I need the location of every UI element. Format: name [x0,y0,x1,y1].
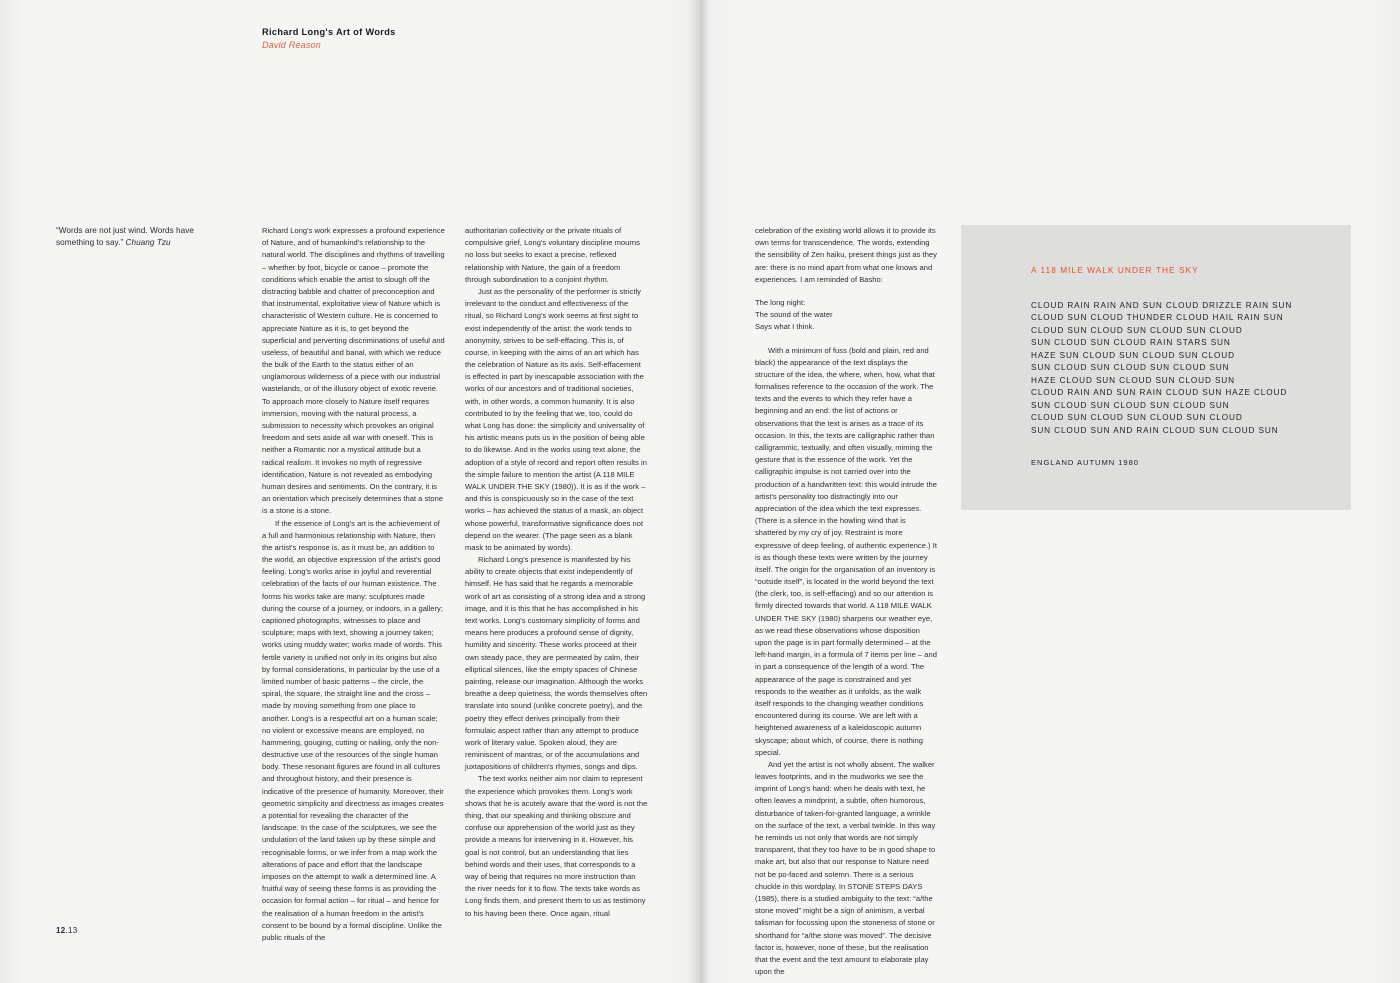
artwork-title: A 118 MILE WALK UNDER THE SKY [1031,265,1199,275]
artwork-lines [1031,300,1343,437]
paragraph: And yet the artist is not wholly absent. The walker leaves footprints, and in the mudworks we see the imprint of Long's hand: when he deals with text, he often leaves a mindprint, a subtle, often humorous, disturbance of taken-for-granted language, a wrinkle on the surface of the text, a verbal twinkle. In this way he reminds us not only that words are not simply transparent, that they too have to be in good shape to make art, but also that our response to Nature need not be po-faced and solemn. There is a serious chuckle in this wordplay. In STONE STEPS DAYS (1985), there is a studied ambiguity to the text: “a/the stone moved” might be a sign of animism, a verbal talisman for focussing upon the stoneness of stone or shorthand for “a/the stone was moved”. The decisive factor is, however, none of these, but the realisation that the event and the text amount to elaborate play upon the [755,759,936,977]
paragraph: Richard Long's work expresses a profound experience of Nature, and of humankind's relationship to the natural world. The disciplines and rhythms of travelling – whether by foot, bicycle or canoe – promote the conditions which enable the artist to slough off the distracting babble and chatter of preconception and that instrumental, exploitative view of Nature which is characteristic of Western culture. He is concerned to appreciate Nature as it is, to get beyond the superficial and perverting discriminations of useful and useless, of beautiful and banal, with which we reduce the bulk of the Earth to the status either of an unglamorous wilderness of a piece with our industrial wastelands, or of the illusory object of exotic reverie. To approach more closely to Nature itself requires immersion, moving with the natural process, a submission to necessity which provokes an original freedom and sets aside all war with oneself. This is neither a Romantic nor a mystical attitude but a radical realism. It invokes no myth of regressive identification, Nature is not revealed as embodying human desires and sentiments. On the contrary, it is an orientation which precisely determines that a stone is a stone is a stone. [262,226,445,516]
artwork-line: SUN CLOUD SUN CLOUD SUN CLOUD SUN [1031,363,1230,373]
artwork-line: SUN CLOUD SUN CLOUD SUN CLOUD SUN [1031,400,1230,410]
artwork-line: HAZE SUN CLOUD SUN CLOUD SUN CLOUD [1031,350,1235,360]
artwork-inner [1031,264,1343,467]
folio [56,926,78,935]
haiku-line: The sound of the water [755,310,833,320]
haiku-line: Says what I think. [755,322,815,332]
body-column-2 [465,225,648,920]
folio-separator: . [65,926,69,935]
paragraph: With a minimum of fuss (bold and plain, red and black) the appearance of the text displays the structure of the idea, the where, when, how, what that formalises reference to the occasion of the work. The texts and the events to which they refer have a beginning and an end: the list of actions or observations that the text is arises as a trace of its occasion. In this, the texts are calligraphic rather than calligrammic, textually, and often visually, miming the gesture that is the essence of the work. Yet the calligraphic impulse is not carried over into the production of a handwritten text: this would intrude the artist's personality too distractingly into our appreciation of the idea which the text expresses. (There is a silence in the howling wind that is shattered by my cry of joy. Restraint is more expressive of deep feeling, of authentic experience.) It is as though these texts were written by the journey itself. The origin for the organisation of an inventory is “outside itself”, is located in the world beyond the text (the clerk, too, is self-effacing) and so our attention is firmly directed towards that world. A 118 MILE WALK UNDER THE SKY (1980) sharpens our weather eye, as we read these observations whose disposition upon the page is in part formally determined – at the left-hand margin, in a formula of 7 items per line – and in part a consequence of the length of a word. The appearance of the page is constrained and yet responds to the weather as it unfolds, as the walk itself responds to the changing weather conditions encountered during its course. We are left with a heightened awareness of a kaleidoscopic autumn skyscape; about which, of course, there is nothing special. [755,345,937,757]
paragraph: authoritarian collectivity or the private rituals of compulsive grief, Long's voluntary discipline mourns no loss but seeks to exact a precise, reflexed relationship with Nature, the gain of a freedom through subordination to a conjoint rhythm. [465,226,640,284]
body-column-1 [262,225,445,944]
epigraph-quote: “Words are not just wind. Words have something to say.” [56,226,195,248]
paragraph: Just as the personality of the performer is strictly irrelevant to the conduct and effectiveness of the ritual, so Richard Long's work seems at first sight to exist independently of the artist: the work tends to anonymity, strives to be self-effacing. This is, of course, in keeping with the aims of an art which has the celebration of Nature as its axis. Self-effacement is effected in part by inescapable association with the works of our ancestors and of traditional societies, with, in other words, a common humanity. It is also contributed to by the feeling that we, too, could do what Long has done: the simplicity and universality of his artistic means puts us in the position of being able to do likewise. And in the works using text alone, the adoption of a style of record and report often results in the simple failure to mention the artist (A 118 MILE WALK UNDER THE SKY (1980)). It is as if the work – and this is conspicuously so in the case of the text works – has achieved the status of a mask, an object whose powerful, transformative significance does not depend on the wearer. (The page seen as a blank mask to be animated by words). [465,286,647,552]
paragraph: If the essence of Long's art is the achievement of a full and harmonious relationship with Nature, then the artist's response is, as it must be, an addition to the world, an objective expression of the artist's good feeling. Long's works arise in joyful and reverential celebration of the facts of our human existence. The forms his works take are many: sculptures made during the course of a journey, or indoors, in a gallery; captioned photographs, witnesses to place and sculpture; maps with text, showing a journey taken; works using muddy water; works made of words. This fertile variety is unified not only in its origins but also by formal considerations, in particular by the use of a limited number of basic patterns – the circle, the spiral, the square, the straight line and the cross – made by moving something from one place to another. Long's is a respectful art on a human scale; no violent or excessive means are employed, no hammering, gouging, cutting or nailing, only the non-destructive use of the resources of the single human body. These resonant figures are found in all cultures and throughout history, and their presence is indicative of the presence of humanity. Moreover, their geometric simplicity and directness as images creates a potential for revealing the character of the landscape. In the case of the sculptures, we see the undulation of the land taken up by these simple and recognisable forms, or we infer from a map work the alterations of pace and effort that the landscape imposes on the attempt to walk a determined line. A fruitful way of seeing these forms is as providing the occasion for formal action – for ritual – and hence for the realisation of a human freedom in the artist's consent to be bound by a formal discipline. Unlike the public rituals of the [262,518,444,942]
artwork-line: SUN CLOUD SUN CLOUD RAIN STARS SUN [1031,338,1231,348]
artwork-panel [961,225,1351,510]
epigraph [56,225,226,249]
paragraph: Richard Long's presence is manifested by his ability to create objects that exist independently of himself. He has said that he regards a memorable work of art as consisting of a strong idea and a strong image, and it is this that he has accomplished in his text works. Long's customary simplicity of forms and means here produces a profound sense of dignity, humility and sincerity. These works proceed at their own steady pace, they are permeated by calm, their elliptical silences, like the empty spaces of Chinese painting, release our imagination. Although the works breathe a deep quietness, the words themselves often translate into sound (unlike concrete poetry), and the poetry they effect derives principally from their formulaic aspect rather than any attempt to produce work of literary value. Spoken aloud, they are reminiscent of mantras, or of the accumulations and juxtapositions of children's rhymes, songs and dips. [465,555,648,772]
paragraph: celebration of the existing world allows it to provide its own terms for transcendence. The words, extending the sensibility of Zen haiku, present things just as they are: there is no mind apart from what one knows and experiences. I am reminded of Basho: [755,226,937,284]
page-title: Richard Long's Art of Words [262,27,396,37]
article-author: David Reason [262,40,321,50]
artwork-line: CLOUD RAIN RAIN AND SUN CLOUD DRIZZLE RAIN SUN [1031,301,1293,310]
epigraph-attribution: Chuang Tzu [125,238,171,248]
artwork-line: CLOUD SUN CLOUD SUN CLOUD SUN CLOUD [1031,325,1243,335]
artwork-line: CLOUD RAIN AND SUN RAIN CLOUD SUN HAZE CLOUD [1031,388,1288,398]
body-column-3 [755,225,938,978]
artwork-line: CLOUD SUN CLOUD THUNDER CLOUD HAIL RAIN SUN [1031,313,1284,323]
artwork-line: SUN CLOUD SUN AND RAIN CLOUD SUN CLOUD SUN [1031,425,1279,435]
folio-page-left: 12 [56,926,66,935]
haiku-line: The long night: [755,297,806,307]
artwork-line: CLOUD SUN CLOUD SUN CLOUD SUN CLOUD [1031,413,1243,423]
article-header [262,26,682,52]
folio-page-right: 13 [68,926,78,935]
paragraph: The text works neither aim nor claim to represent the experience which provokes them. Long's work shows that he is acutely aware that the word is not the thing, that our speaking and thinking obscure and confuse our apprehension of the world just as they provide a means for intervening in it. However, his goal is not control, but an understanding that lies behind words and their uses, that corresponds to a way of being that requires no more instruction than the river needs for it to flow. The texts take words as Long finds them, and present them to us as testimony to his having been there. Once again, ritual [465,774,648,918]
artwork-footer: ENGLAND AUTUMN 1980 [1031,457,1139,467]
artwork-line: HAZE CLOUD SUN CLOUD SUN CLOUD SUN [1031,375,1235,385]
haiku-block [755,297,938,334]
